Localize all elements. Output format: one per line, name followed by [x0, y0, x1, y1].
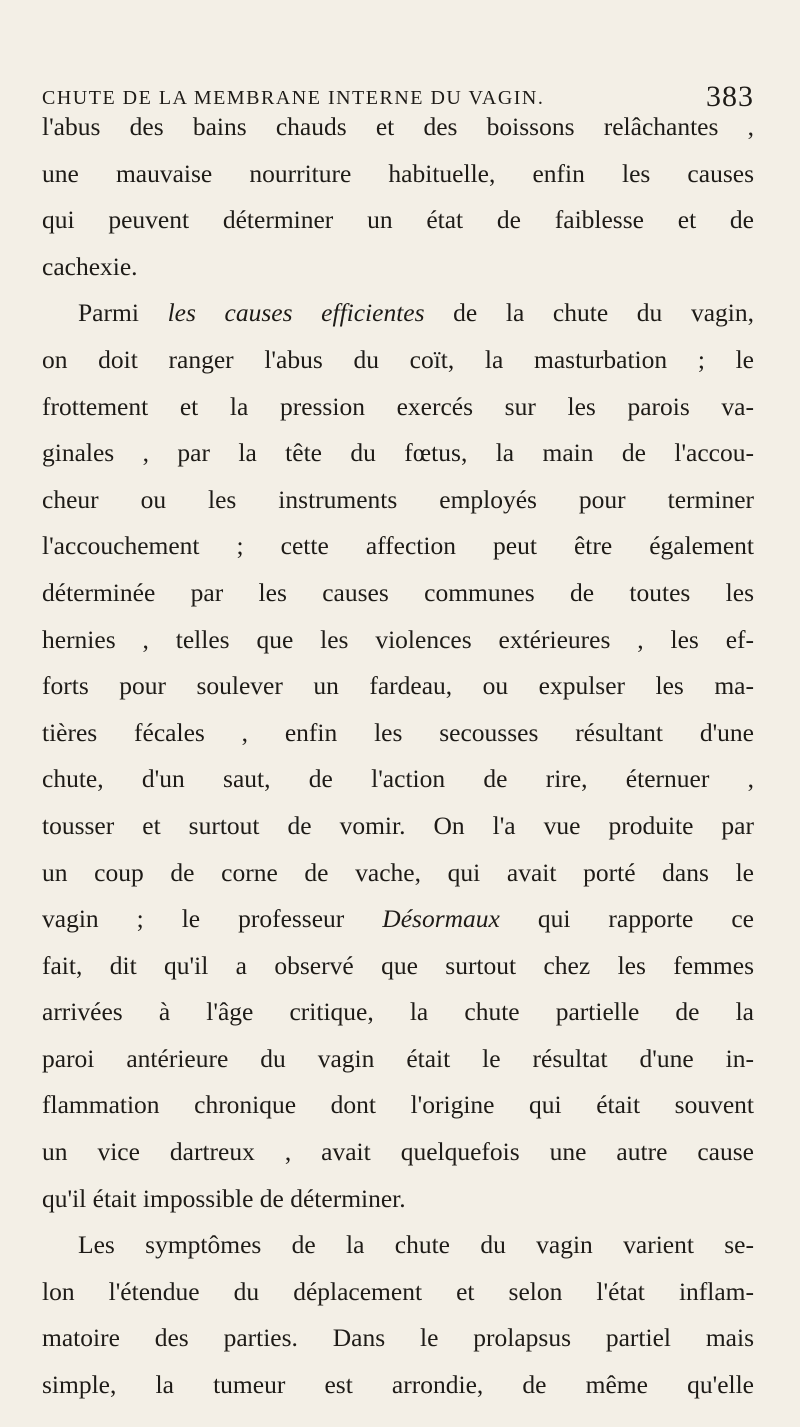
text-line: frottement et la pression exercés sur les parois va-	[42, 391, 754, 421]
text-line	[42, 290, 754, 337]
text-line: lon l'étendue du déplacement et selon l'état inflam-	[42, 1276, 754, 1306]
text-line: Les symptômes de la chute du vagin varient se-	[78, 1230, 754, 1260]
italic-phrase: les causes efficientes	[167, 298, 425, 328]
text-line: flammation chronique dont l'origine qui était souvent	[42, 1090, 754, 1120]
running-head-title: CHUTE DE LA MEMBRANE INTERNE DU VAGIN.	[42, 87, 545, 109]
text-line: qui peuvent déterminer un état de faiblesse et de	[42, 205, 754, 235]
text-line: matoire des parties. Dans le prolapsus partiel mais	[42, 1323, 754, 1353]
text-line: simple, la tumeur est arrondie, de même qu'elle	[42, 1370, 754, 1400]
text-line: tières fécales , enfin les secousses résultant d'une	[42, 717, 754, 747]
text-line	[42, 896, 754, 943]
text-line: l'accouchement ; cette affection peut être également	[42, 531, 754, 561]
text-line: ginales , par la tête du fœtus, la main de l'accou-	[42, 438, 754, 468]
text-line: paroi antérieure du vagin était le résultat d'une in-	[42, 1043, 754, 1073]
text-line: arrivées à l'âge critique, la chute partielle de la	[42, 997, 754, 1027]
text-line: l'abus des bains chauds et des boissons relâchantes ,	[42, 112, 754, 141]
text-fragment: qui rapporte ce	[499, 904, 754, 934]
body-text	[42, 104, 754, 1409]
text-line: une mauvaise nourriture habituelle, enfin les causes	[42, 158, 754, 188]
text-line: on doit ranger l'abus du coït, la masturbation ; le	[42, 344, 754, 374]
text-fragment: Parmi	[78, 298, 168, 328]
italic-name: Désormaux	[382, 904, 500, 934]
text-line: déterminée par les causes communes de toutes les	[42, 577, 754, 607]
text-fragment: de la chute du vagin,	[424, 298, 754, 328]
text-line: un vice dartreux , avait quelquefois une autre cause	[42, 1137, 754, 1167]
page-number: 383	[706, 80, 754, 113]
text-line: cheur ou les instruments employés pour terminer	[42, 484, 754, 514]
text-fragment: vagin ; le professeur	[42, 904, 383, 934]
text-line: chute, d'un saut, de l'action de rire, éternuer ,	[42, 764, 754, 794]
text-line: hernies , telles que les violences extérieures , les ef-	[42, 624, 754, 654]
text-line: un coup de corne de vache, qui avait porté dans le	[42, 857, 754, 887]
text-line: tousser et surtout de vomir. On l'a vue produite par	[42, 810, 754, 840]
text-line: qu'il était impossible de déterminer.	[42, 1183, 406, 1213]
text-line: fait, dit qu'il a observé que surtout chez les femmes	[42, 950, 754, 980]
text-line: forts pour soulever un fardeau, ou expulser les ma-	[42, 671, 754, 701]
text-line: cachexie.	[42, 251, 138, 281]
